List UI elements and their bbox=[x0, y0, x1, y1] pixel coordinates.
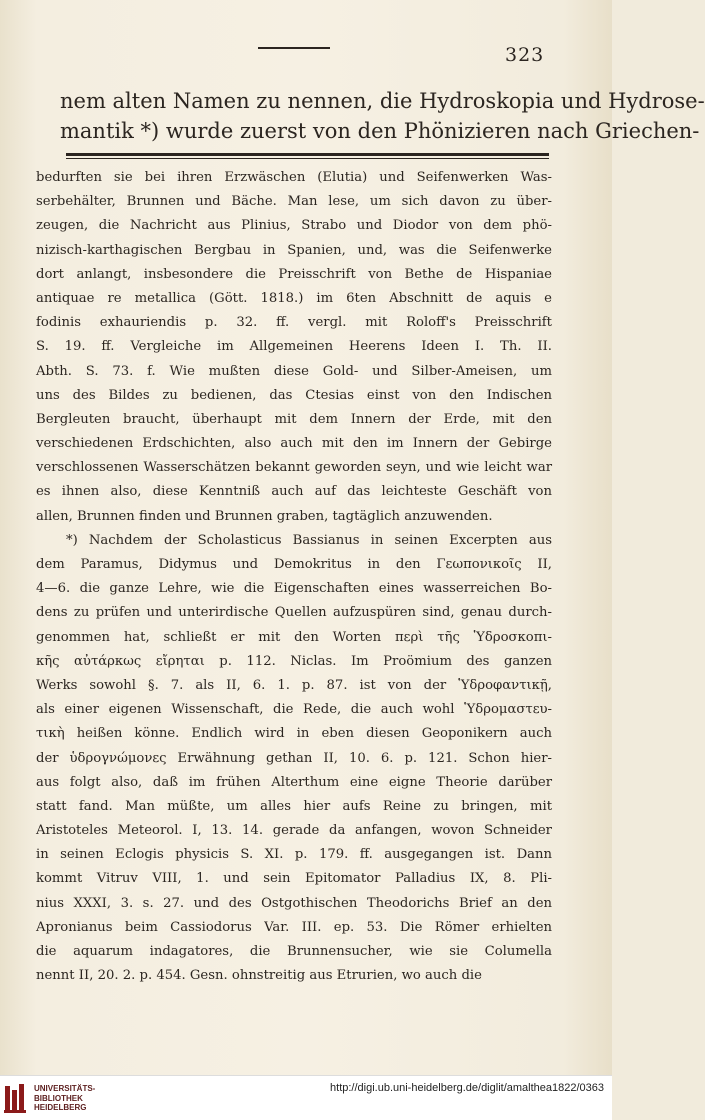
text-line: bedurften sie bei ihren Erzwäschen (Elutia) und Seifenwerken Was- bbox=[36, 170, 552, 185]
permalink-url[interactable]: http://digi.ub.uni-heidelberg.de/diglit/amalthea1822/0363 bbox=[330, 1082, 604, 1094]
page-number: 323 bbox=[505, 44, 545, 66]
footer-bar bbox=[0, 1075, 612, 1120]
text-line: Apronianus beim Cassiodorus Var. III. ep. 53. Die Römer erhielten bbox=[36, 919, 552, 935]
text-line: Werks sowohl §. 7. als II, 6. 1. p. 87. ist von der Ὑδροφαντικῇ, bbox=[36, 677, 552, 693]
text-line: als einer eigenen Wissenschaft, die Rede, die auch wohl Ὑδρομαστευ- bbox=[36, 702, 552, 718]
text-line: Bergleuten braucht, überhaupt mit dem Innern der Erde, mit den bbox=[36, 411, 552, 427]
text-line: Aristoteles Meteorol. I, 13. 14. gerade da anfangen, wovon Schneider bbox=[36, 823, 552, 839]
section-rule-thick bbox=[66, 153, 549, 156]
heidelberg-library-logo-icon bbox=[4, 1082, 30, 1114]
text-line: nennt II, 20. 2. p. 454. Gesn. ohnstreitig aus Etrurien, wo auch die bbox=[36, 968, 482, 984]
text-line: κῆς αὐτάρκως εἴρηται p. 112. Niclas. Im Proömium des ganzen bbox=[36, 653, 552, 669]
text-line: verschlossenen Wasserschätzen bekannt geworden seyn, und wie leicht war bbox=[36, 460, 552, 476]
text-line: zeugen, die Nachricht aus Plinius, Strabo und Diodor von dem phö- bbox=[36, 218, 552, 234]
heading-line: mantik *) wurde zuerst von den Phönizieren nach Griechen- bbox=[60, 119, 700, 143]
text-line: τικὴ heißen könne. Endlich wird in eben diesen Geoponikern auch bbox=[36, 726, 552, 742]
text-line: aus folgt also, daß im frühen Alterthum eine eigne Theorie darüber bbox=[36, 774, 552, 790]
footnote-body bbox=[36, 166, 552, 988]
text-line: *) Nachdem der Scholasticus Bassianus in seinen Excerpten aus bbox=[66, 532, 552, 548]
text-line: 4—6. die ganze Lehre, wie die Eigenschaften eines wasserreichen Bo- bbox=[36, 581, 552, 597]
text-line: uns des Bildes zu bedienen, das Ctesias einst von den Indischen bbox=[36, 387, 552, 403]
text-line: statt fand. Man müßte, um alles hier aufs Reine zu bringen, mit bbox=[36, 798, 552, 814]
text-line: fodinis exhauriendis p. 32. ff. vergl. mit Roloff's Preisschrift bbox=[36, 315, 552, 331]
running-text-heading bbox=[60, 86, 705, 146]
text-line: der ὑδρογνώμονες Erwähnung gethan II, 10. 6. p. 121. Schon hier- bbox=[36, 750, 552, 766]
library-name-line: HEIDELBERG bbox=[34, 1103, 87, 1112]
text-line: antiquae re metallica (Gött. 1818.) im 6ten Abschnitt de aquis e bbox=[36, 290, 552, 306]
text-line: dort anlangt, insbesondere die Preisschrift von Bethe de Hispaniae bbox=[36, 266, 552, 282]
text-line: es ihnen also, diese Kenntniß auch auf das leichteste Geschäft von bbox=[36, 484, 552, 500]
heading-line: nem alten Namen zu nennen, die Hydroskopia und Hydrose- bbox=[60, 89, 705, 113]
text-line: nizisch-karthagischen Bergbau in Spanien, und, was die Seifenwerke bbox=[36, 242, 552, 258]
library-name-line: BIBLIOTHEK bbox=[34, 1093, 83, 1103]
text-line: Abth. S. 73. f. Wie mußten diese Gold- und Silber-Ameisen, um bbox=[36, 363, 552, 379]
section-rule-thin bbox=[66, 158, 549, 159]
text-line: kommt Vitruv VIII, 1. und sein Epitomator Palladius IX, 8. Pli- bbox=[36, 871, 552, 887]
text-line: dem Paramus, Didymus und Demokritus in den Γεωπονικοῖς II, bbox=[36, 557, 552, 572]
text-line: nius XXXI, 3. s. 27. und des Ostgothischen Theodorichs Brief an den bbox=[36, 895, 552, 911]
library-name bbox=[34, 1084, 95, 1113]
text-line: serbehälter, Brunnen und Bäche. Man lese, um sich davon zu über- bbox=[36, 194, 552, 210]
text-line: verschiedenen Erdschichten, also auch mit den im Innern der Gebirge bbox=[36, 436, 552, 452]
header-rule bbox=[258, 47, 330, 49]
library-name-line: UNIVERSITÄTS- bbox=[34, 1084, 96, 1093]
text-line: allen, Brunnen finden und Brunnen graben, tagtäglich anzuwenden. bbox=[36, 508, 493, 524]
text-line: genommen hat, schließt er mit den Worten περὶ τῆς Ὑδροσκοπι- bbox=[36, 629, 552, 645]
text-line: die aquarum indagatores, die Brunnensucher, wie sie Columella bbox=[36, 944, 552, 959]
text-line: in seinen Eclogis physicis S. XI. p. 179. ff. ausgegangen ist. Dann bbox=[36, 847, 552, 863]
text-line: S. 19. ff. Vergleiche im Allgemeinen Heerens Ideen I. Th. II. bbox=[36, 339, 552, 355]
text-line: dens zu prüfen und unterirdische Quellen aufzuspüren sind, genau durch- bbox=[36, 605, 552, 621]
